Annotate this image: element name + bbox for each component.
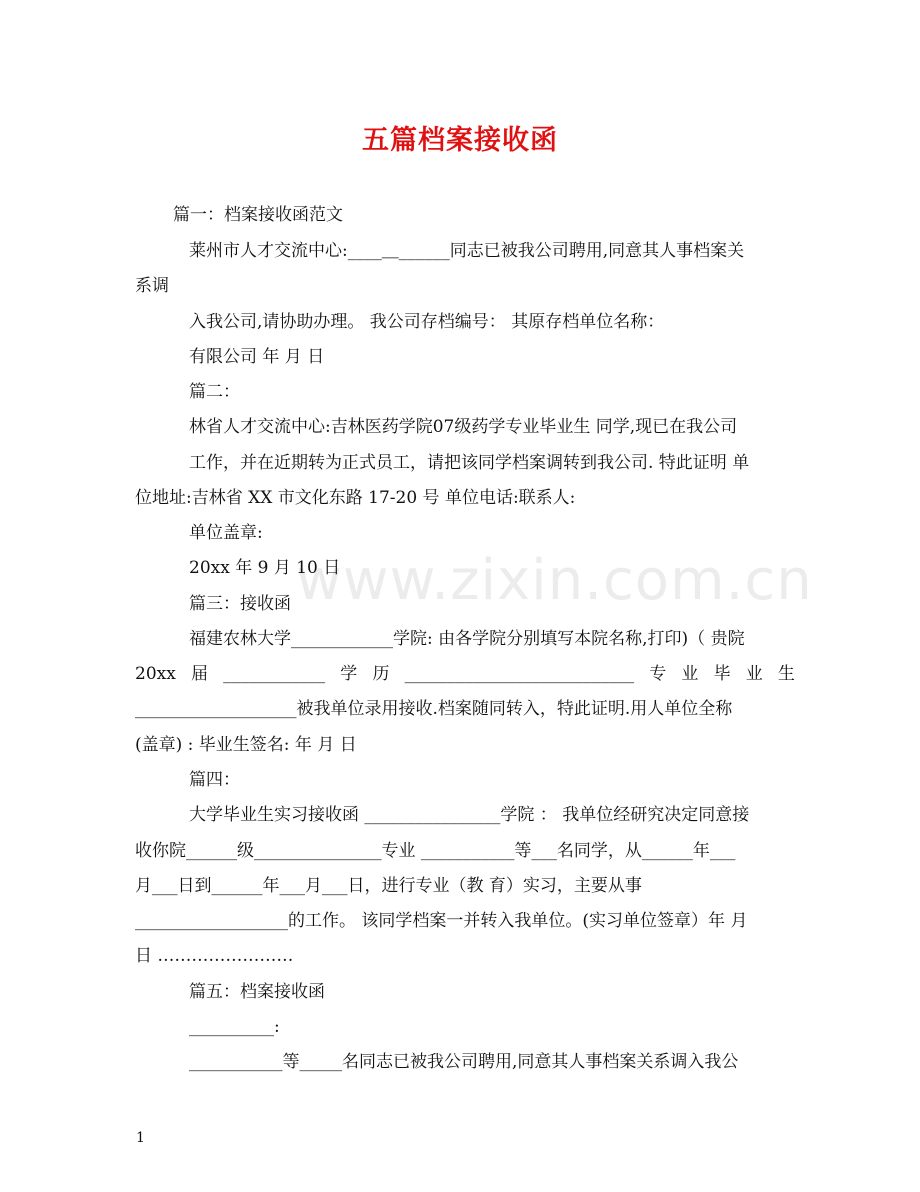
paragraph-line: 林省人才交流中心:吉林医药学院07级药学专业毕业生 同学,现已在我公司	[189, 417, 738, 437]
text-span: 20xx	[135, 664, 176, 684]
paragraph-line: 单位盖章:	[189, 523, 263, 543]
paragraph-line: (盖章) : 毕业生签名: 年 月 日	[135, 735, 357, 755]
paragraph-line: ___________________被我单位录用接收.档案随同转入，特此证明.用人单位全称	[135, 699, 733, 719]
watermark: www.zixin.com.cn	[296, 548, 813, 613]
section-heading-2: 篇二：	[189, 382, 240, 402]
paragraph-line: 日 ……………………	[135, 946, 294, 966]
text-span: 历	[372, 664, 390, 684]
paragraph-line: 位地址:吉林省 XX 市文化东路 17-20 号 单位电话:联系人:	[135, 488, 576, 508]
paragraph-line: 20xx 年 9 月 10 日	[189, 558, 341, 578]
paragraph-line: 工作，并在近期转为正式员工，请把该同学档案调转到我公司. 特此证明 单	[189, 453, 750, 473]
paragraph-line: 月___日到______年___月___日，进行专业（教 育）实习，主要从事	[135, 876, 642, 896]
text-span: 生	[777, 664, 795, 684]
paragraph-line: 收你院______级_______________专业 ___________等___名同学，从______年___	[135, 841, 736, 861]
paragraph-line: 入我公司,请协助办理。 我公司存档编号： 其原存档单位名称：	[189, 312, 665, 332]
text-span: 届	[190, 664, 208, 684]
text-span: 学	[340, 664, 358, 684]
paragraph-line: 莱州市人才交流中心:____＿______同志已被我公司聘用,同意其人事档案关	[189, 241, 745, 261]
section-heading-5: 篇五：档案接收函	[189, 982, 325, 1002]
paragraph-line: 系调	[135, 276, 169, 296]
document-title: 五篇档案接收函	[362, 125, 558, 156]
justified-paragraph-line	[135, 663, 795, 685]
paragraph-line: 大学毕业生实习接收函 ________________学院 ： 我单位经研究决定同意接	[189, 805, 750, 825]
text-span: 业	[745, 664, 763, 684]
text-span: ___________________________	[404, 664, 635, 684]
page-number: 1	[136, 1130, 145, 1146]
paragraph-line: __________________的工作。 该同学档案一并转入我单位。(实习单位签章）年 月	[135, 911, 748, 931]
paragraph-line: 有限公司 年 月 日	[189, 347, 325, 367]
text-span: ____________	[223, 664, 326, 684]
text-span: 专	[649, 664, 667, 684]
paragraph-line: ___________等_____名同志已被我公司聘用,同意其人事档案关系调入我公	[189, 1052, 739, 1072]
paragraph-line: __________:	[189, 1017, 280, 1037]
paragraph-line: 福建农林大学____________学院: 由各学院分别填写本院名称,打印)（ 贵院	[189, 629, 745, 649]
text-span: 业	[681, 664, 699, 684]
section-heading-3: 篇三：接收函	[189, 594, 291, 614]
text-span: 毕	[713, 664, 731, 684]
section-heading-1: 篇一：档案接收函范文	[173, 205, 343, 225]
section-heading-4: 篇四：	[189, 770, 240, 790]
